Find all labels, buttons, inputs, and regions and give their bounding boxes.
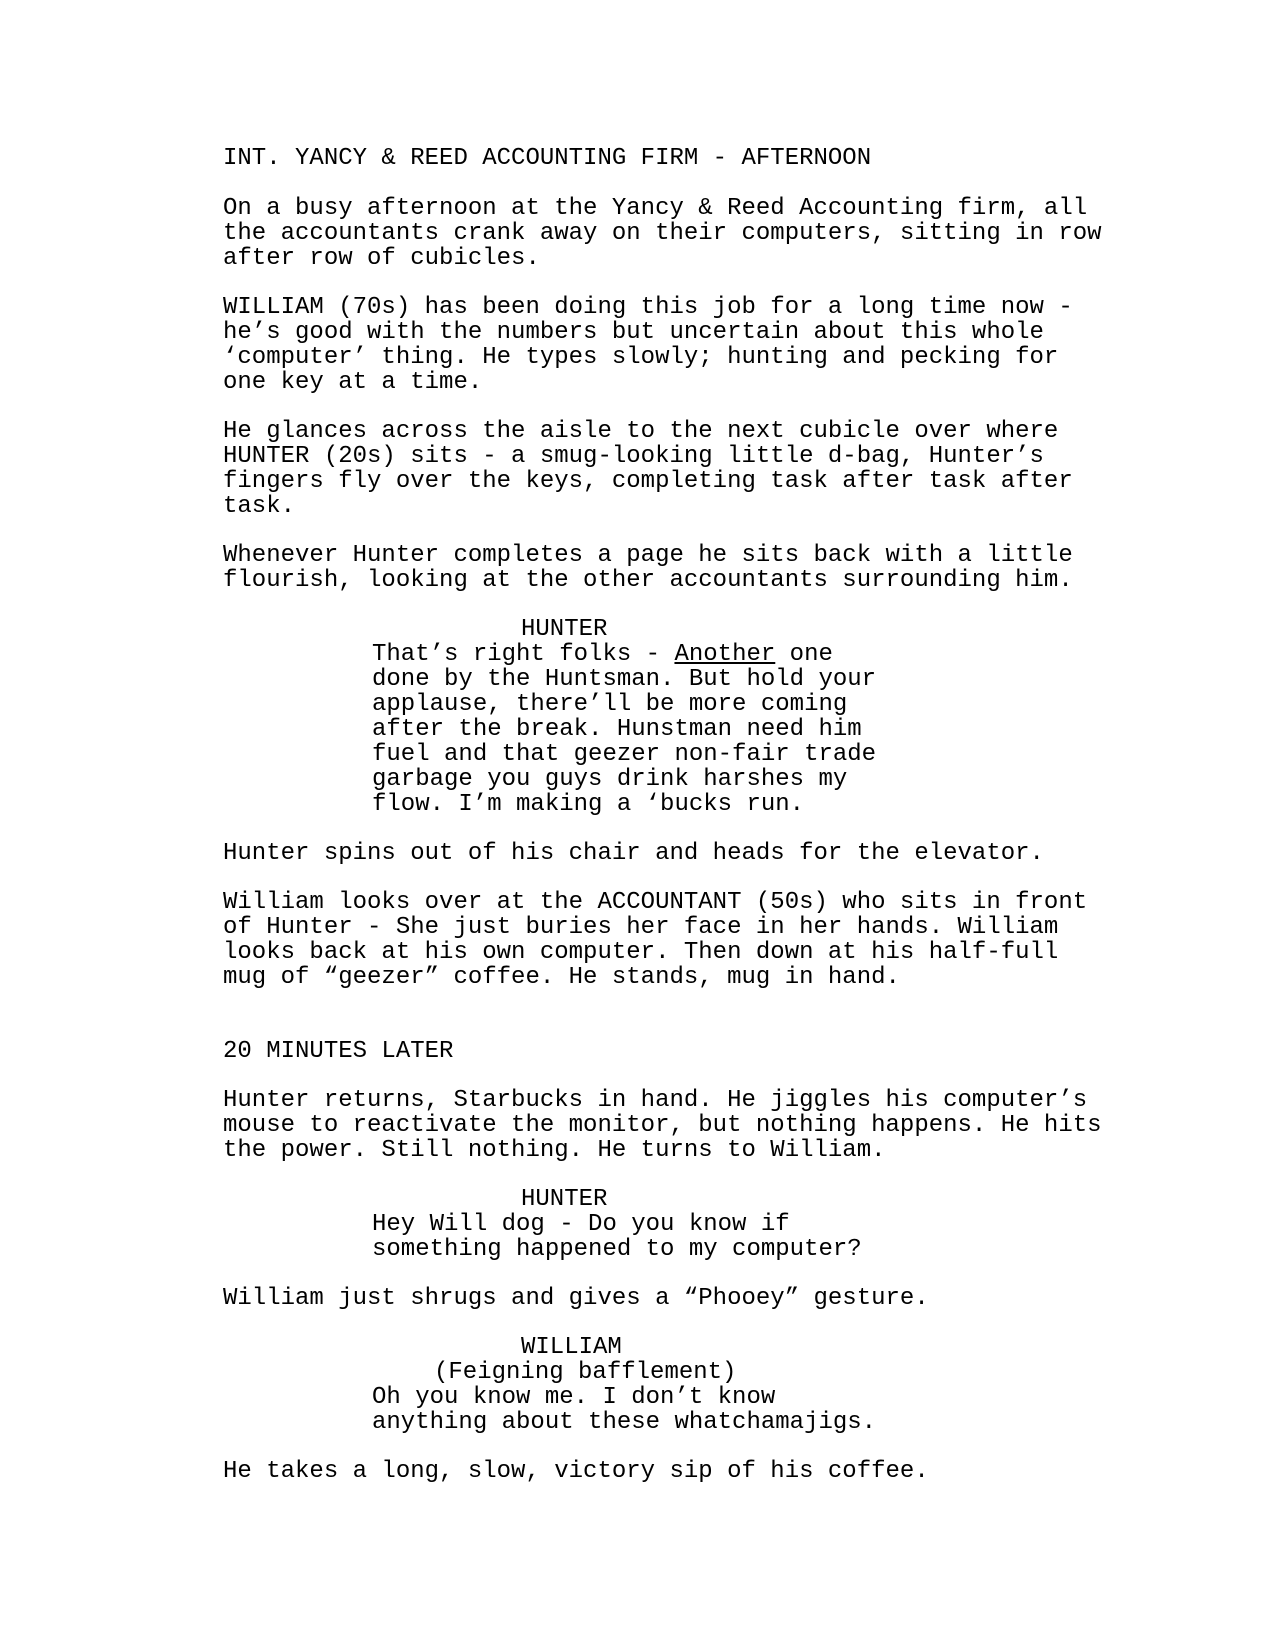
scene-heading: INT. YANCY & REED ACCOUNTING FIRM - AFTERNOON — [223, 145, 872, 172]
dialogue-fragment: That’s right folks - — [372, 641, 675, 668]
dialogue-line — [372, 643, 833, 668]
character-cue: WILLIAM — [521, 1334, 622, 1361]
action-line: William looks over at the ACCOUNTANT (50s) who sits in front — [223, 889, 1088, 916]
action-line: one key at a time. — [223, 369, 483, 396]
action-line: He glances across the aisle to the next cubicle over where — [223, 418, 1059, 445]
dialogue-line: after the break. Hunstman need him — [372, 716, 862, 743]
parenthetical: (Feigning bafflement) — [434, 1359, 737, 1386]
action-line: mouse to reactivate the monitor, but nothing happens. He hits — [223, 1112, 1102, 1139]
time-cut-heading: 20 MINUTES LATER — [223, 1038, 454, 1065]
character-cue: HUNTER — [521, 616, 608, 643]
action-line: after row of cubicles. — [223, 245, 540, 272]
underlined-word: Another — [674, 641, 776, 668]
dialogue-line: something happened to my computer? — [372, 1236, 862, 1263]
action-line: ‘computer’ thing. He types slowly; hunting and pecking for — [223, 344, 1059, 371]
dialogue-line: Hey Will dog - Do you know if — [372, 1211, 790, 1238]
dialogue-line: flow. I’m making a ‘bucks run. — [372, 791, 805, 818]
action-line: of Hunter - She just buries her face in her hands. William — [223, 914, 1059, 941]
action-line: William just shrugs and gives a “Phooey” gesture. — [223, 1285, 929, 1312]
action-line: WILLIAM (70s) has been doing this job for a long time now - — [223, 294, 1073, 321]
action-line: On a busy afternoon at the Yancy & Reed Accounting firm, all — [223, 195, 1088, 222]
dialogue-line: done by the Huntsman. But hold your — [372, 666, 877, 693]
dialogue-line: Oh you know me. I don’t know — [372, 1384, 776, 1411]
dialogue-line: garbage you guys drink harshes my — [372, 766, 848, 793]
action-line: fingers fly over the keys, completing task after task after — [223, 468, 1073, 495]
action-line: Whenever Hunter completes a page he sits back with a little — [223, 542, 1073, 569]
action-line: task. — [223, 493, 296, 520]
dialogue-fragment: one — [775, 641, 833, 668]
dialogue-line: applause, there’ll be more coming — [372, 691, 848, 718]
action-line: looks back at his own computer. Then down at his half-full — [223, 939, 1059, 966]
action-line: He takes a long, slow, victory sip of his coffee. — [223, 1458, 929, 1485]
action-line: the power. Still nothing. He turns to William. — [223, 1137, 886, 1164]
dialogue-line: fuel and that geezer non-fair trade — [372, 741, 877, 768]
action-line: flourish, looking at the other accountants surrounding him. — [223, 567, 1073, 594]
character-cue: HUNTER — [521, 1186, 608, 1213]
action-line: Hunter returns, Starbucks in hand. He jiggles his computer’s — [223, 1087, 1088, 1114]
dialogue-line: anything about these whatchamajigs. — [372, 1409, 877, 1436]
action-line: HUNTER (20s) sits - a smug-looking little d-bag, Hunter’s — [223, 443, 1044, 470]
action-line: Hunter spins out of his chair and heads for the elevator. — [223, 840, 1044, 867]
action-line: mug of “geezer” coffee. He stands, mug in hand. — [223, 964, 900, 991]
action-line: he’s good with the numbers but uncertain about this whole — [223, 319, 1044, 346]
action-line: the accountants crank away on their computers, sitting in row — [223, 220, 1102, 247]
